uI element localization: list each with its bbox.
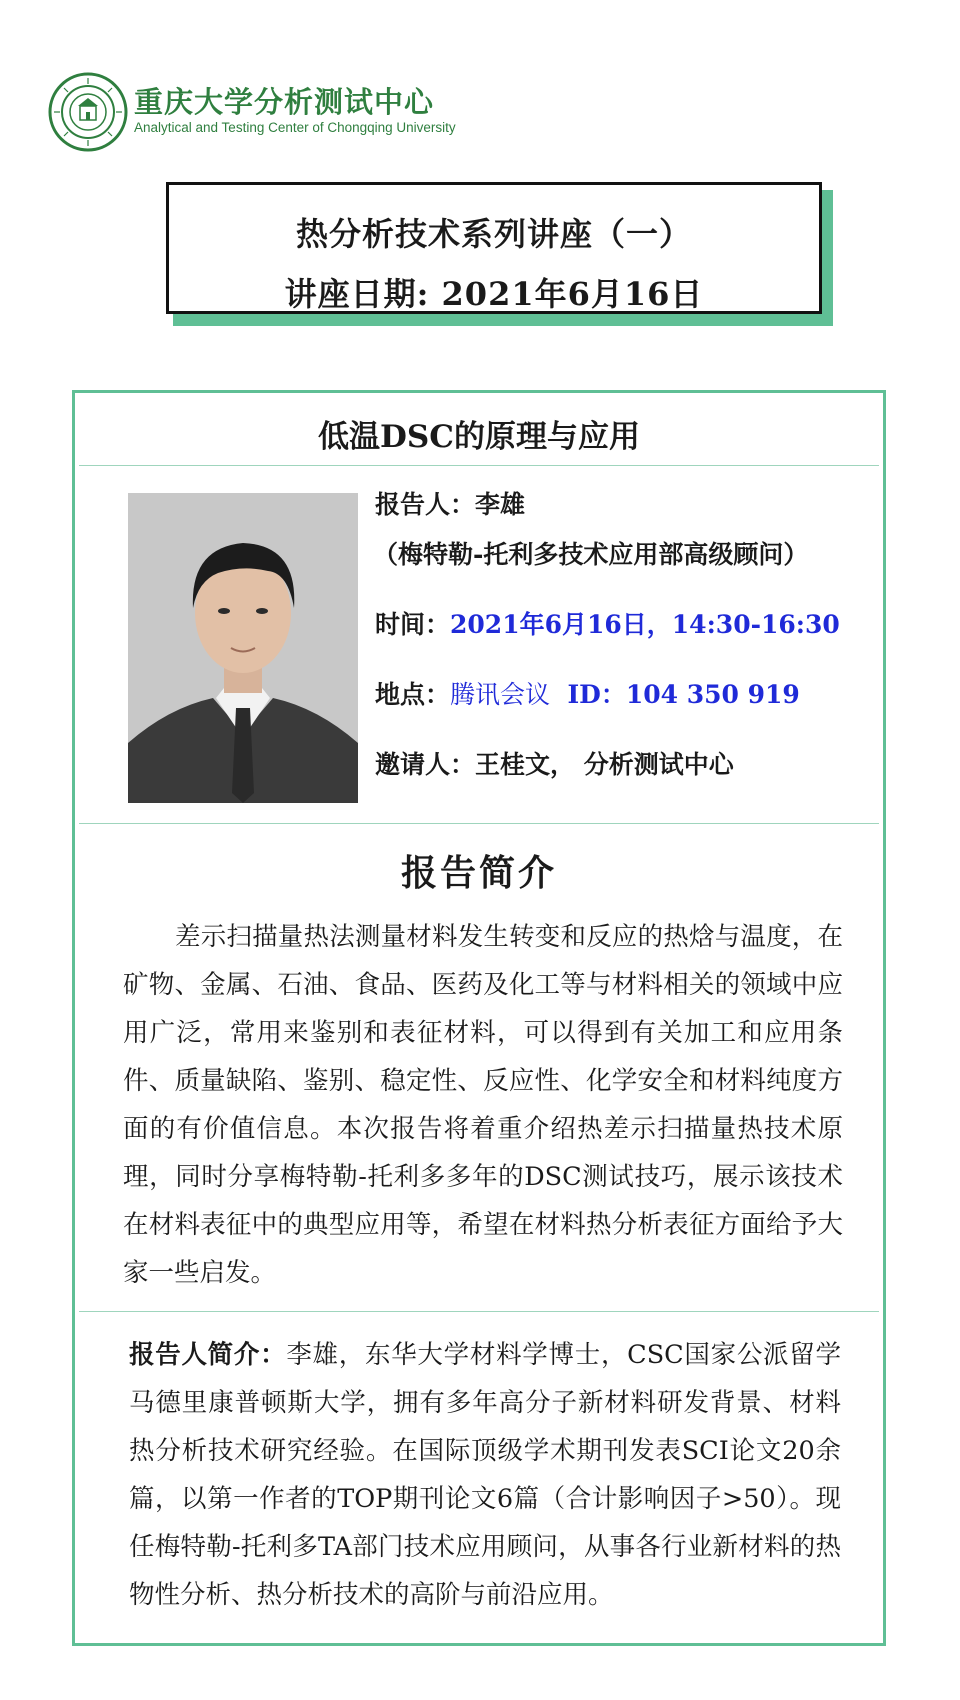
place-label: 地点： [375,680,451,709]
divider [79,823,879,824]
time-line [375,605,840,641]
university-seal-icon [48,72,128,152]
host-line [375,745,734,781]
time-value: 2021年6月16日，14:30-16:30 [450,610,840,639]
place-line [375,675,800,711]
host-value: 王桂文， 分析测试中心 [475,750,734,779]
org-name-cn: 重庆大学分析测试中心 [134,85,435,119]
host-label: 邀请人： [375,750,476,779]
org-name-en: Analytical and Testing Center of Chongqing University [134,120,456,135]
meeting-id: ID：104 350 919 [567,680,800,709]
lecture-banner [166,182,822,314]
talk-title: 低温DSC的原理与应用 [318,419,640,455]
speaker-label: 报告人： [375,490,476,519]
speaker-bio [129,1331,841,1619]
abstract-heading: 报告简介 [400,852,557,894]
time-label: 时间： [375,610,451,639]
speaker-line [375,485,525,521]
bio-label: 报告人简介： [129,1340,287,1370]
speaker-photo [128,493,358,803]
talk-card [72,390,886,1646]
divider [79,465,879,466]
speaker-affiliation: （梅特勒-托利多技术应用部高级顾问） [373,540,809,569]
series-title: 热分析技术系列讲座（一） [295,215,692,253]
bio-text: 李雄，东华大学材料学博士，CSC国家公派留学马德里康普顿斯大学，拥有多年高分子新材料研发背景、材料热分析技术研究经验。在国际顶级学术期刊发表SCI论文20余篇，以第一作者的TOP期刊论文6篇（合计影响因子>50）。现任梅特勒-托利多TA部门技术应用顾问，从事各行业新材料的热物性分析、热分析技术的高阶与前沿应用。 [129,1340,841,1610]
lecture-date: 讲座日期: 2021年6月16日 [284,275,704,313]
speaker-name: 李雄 [475,490,526,519]
abstract-text: 差示扫描量热法测量材料发生转变和反应的热焓与温度，在矿物、金属、石油、食品、医药及化工等与材料相关的领域中应用广泛，常用来鉴别和表征材料，可以得到有关加工和应用条件、质量缺陷、鉴别、稳定性、反应性、化学安全和材料纯度方面的有价值信息。本次报告将着重介绍热差示扫描量热技术原理，同时分享梅特勒-托利多多年的DSC测试技巧，展示该技术在材料表征中的典型应用等，希望在材料热分析表征方面给予大家一些启发。 [123,922,843,1288]
place-value: 腾讯会议 [450,680,551,709]
divider [79,1311,879,1312]
